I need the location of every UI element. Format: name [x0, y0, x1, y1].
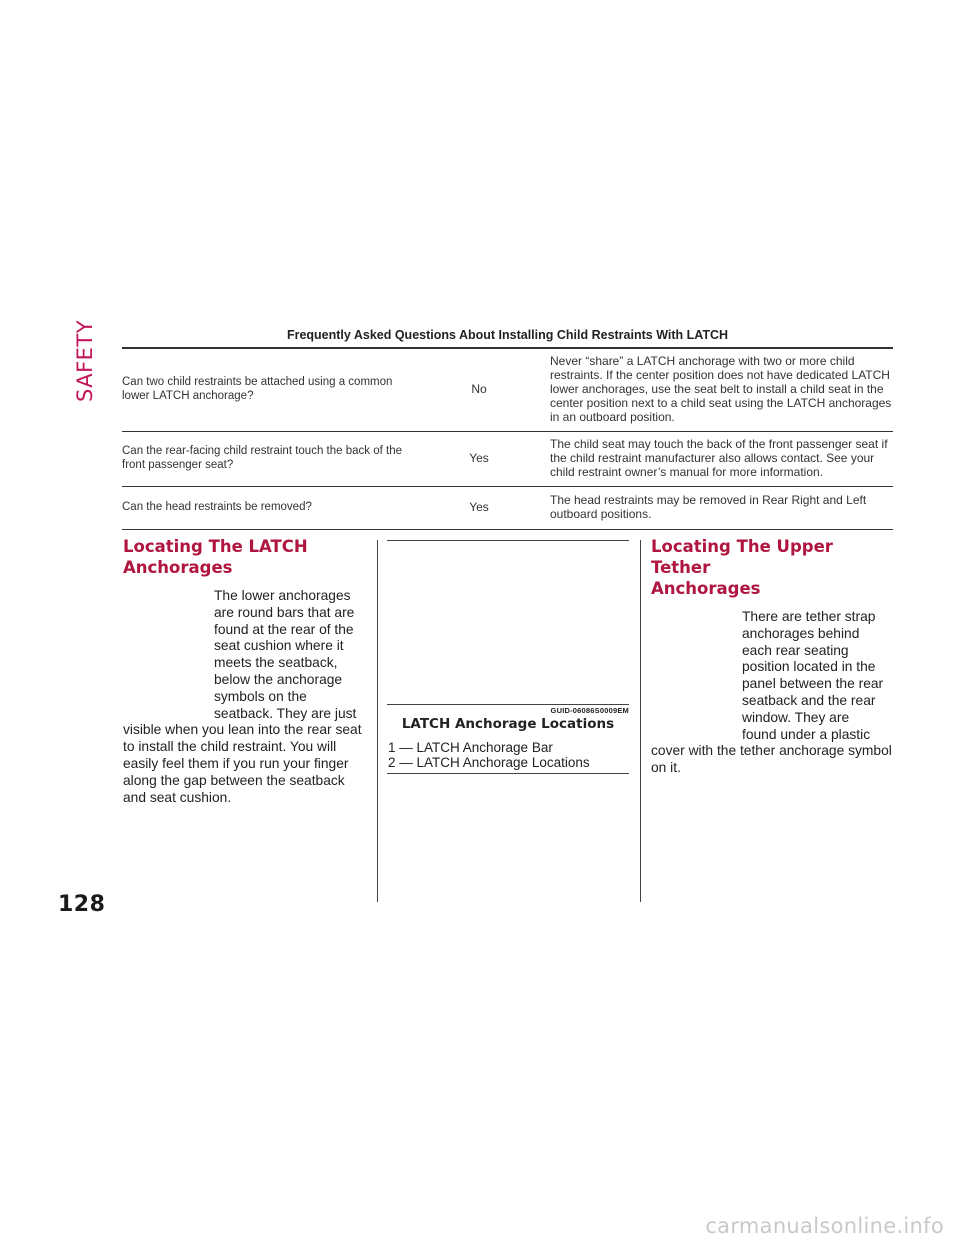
- section-body: [123, 588, 368, 806]
- legend-item: 1 — LATCH Anchorage Bar: [388, 740, 553, 755]
- faq-detail: Never “share” a LATCH anchorage with two or more child restraints. If the center position does not have dedicated LATCH lower anchorages, use the seat belt to install a child seat in the center position next to a child seat using the LATCH anchorages in an outboard position.: [550, 354, 892, 424]
- faq-answer: No: [471, 382, 487, 396]
- section-tab: [62, 310, 102, 405]
- section-tab-label: SAFETY: [73, 319, 97, 402]
- text-line: easily feel them if you run your finger: [123, 755, 349, 771]
- heading-line: Locating The LATCH: [123, 537, 308, 556]
- faq-title: Frequently Asked Questions About Installing Child Restraints With LATCH: [122, 328, 893, 349]
- section-tab-graphic: [62, 310, 102, 405]
- section-heading: [651, 536, 896, 599]
- text-line: seat cushion where it: [214, 638, 344, 654]
- faq-question: Can the rear-facing child restraint touch the back of the front passenger seat?: [122, 445, 402, 471]
- faq-row: [122, 432, 893, 487]
- faq-detail: The head restraints may be removed in Rear Right and Left outboard positions.: [550, 493, 867, 521]
- faq-detail: The child seat may touch the back of the front passenger seat if the child restraint manufacturer also allows contact. See your child restraint owner’s manual for more information.: [550, 437, 888, 479]
- text-line: meets the seatback,: [214, 655, 338, 671]
- section-body: [651, 609, 896, 777]
- faq-row: [122, 487, 893, 530]
- text-line: panel between the rear: [742, 676, 884, 692]
- text-line: symbols on the: [214, 688, 307, 704]
- watermark: carmanualsonline.info: [705, 1214, 944, 1238]
- text-line: found under a plastic: [742, 726, 871, 742]
- faq-question: Can the head restraints be removed?: [122, 501, 312, 513]
- figure-id: GUID-06086S0009EM: [550, 706, 629, 715]
- figure-legend: [388, 740, 630, 770]
- text-line: anchorages behind: [742, 625, 860, 641]
- figure-bottom-rule: [387, 704, 629, 705]
- text-line: visible when you lean into the rear seat: [123, 722, 362, 738]
- text-line: seatback. They are just: [214, 705, 357, 721]
- legend-item: 2 — LATCH Anchorage Locations: [388, 755, 590, 770]
- text-line: along the gap between the seatback: [123, 772, 345, 788]
- right-column: [651, 536, 896, 777]
- heading-line: Anchorages: [651, 579, 761, 598]
- text-line: to install the child restraint. You will: [123, 739, 337, 755]
- heading-line: Locating The Upper Tether: [651, 537, 833, 577]
- text-line: each rear seating: [742, 642, 849, 658]
- column-divider: [640, 540, 641, 902]
- faq-question: Can two child restraints be attached using a common lower LATCH anchorage?: [122, 376, 393, 402]
- faq-table: [122, 328, 893, 530]
- legend-rule: [387, 773, 629, 774]
- page-number: 128: [58, 892, 106, 917]
- text-line: and seat cushion.: [123, 789, 232, 805]
- faq-answer: Yes: [469, 451, 489, 465]
- left-column: [123, 536, 368, 806]
- text-line: There are tether strap: [742, 609, 876, 624]
- text-line: on it.: [651, 760, 681, 776]
- text-line: are round bars that are: [214, 604, 355, 620]
- figure-caption: LATCH Anchorage Locations: [401, 716, 615, 732]
- text-line: seatback and the rear: [742, 692, 876, 708]
- faq-answer: Yes: [469, 500, 489, 514]
- figure-image-placeholder: [387, 542, 629, 702]
- text-line: below the anchorage: [214, 671, 343, 687]
- text-line: The lower anchorages: [214, 588, 351, 603]
- figure-top-rule: [387, 540, 629, 541]
- column-divider: [377, 540, 378, 902]
- text-line: found at the rear of the: [214, 621, 354, 637]
- faq-row: [122, 349, 893, 432]
- text-line: cover with the tether anchorage symbol: [651, 743, 892, 759]
- text-line: window. They are: [742, 709, 850, 725]
- heading-line: Anchorages: [123, 558, 233, 577]
- text-line: position located in the: [742, 659, 876, 675]
- section-heading: [123, 536, 368, 578]
